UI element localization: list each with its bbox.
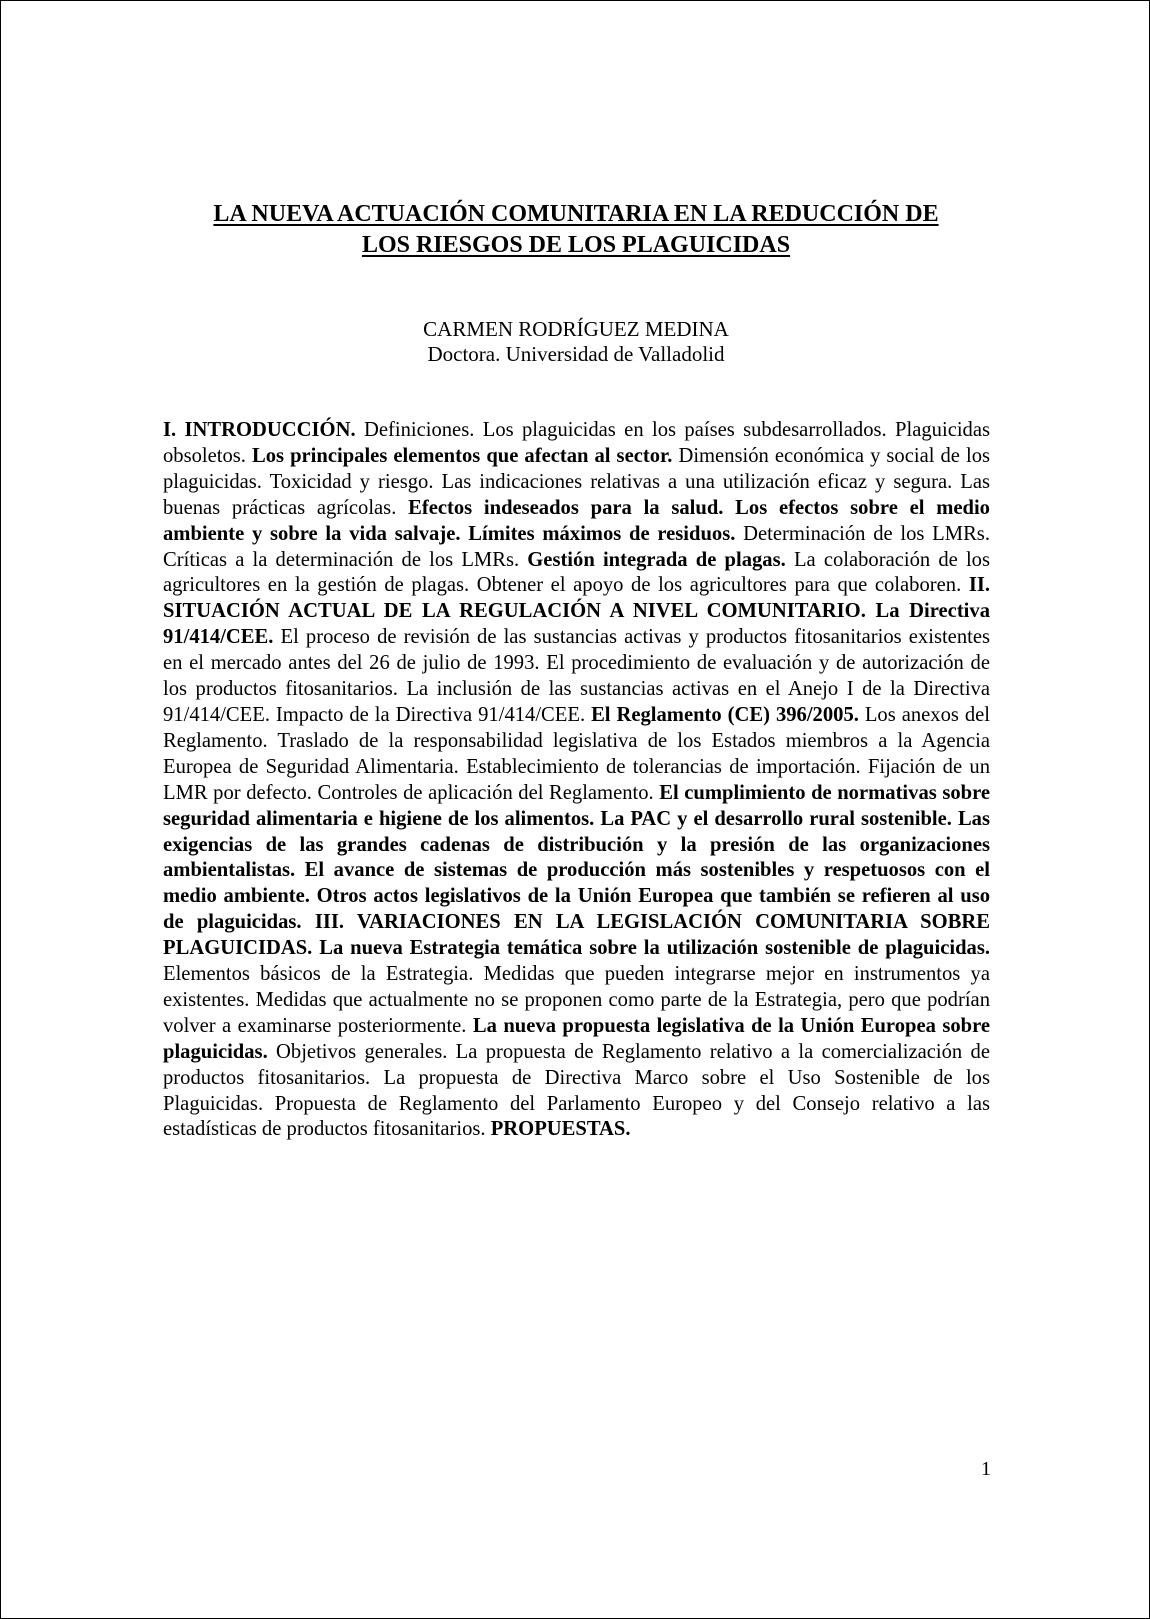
summary-segment: Definiciones. Los plaguicidas en los países subdesarrollados. Plaguicidas obsoletos. [163,419,991,467]
summary-paragraph [163,418,990,1143]
summary-segment: Objetivos generales. La propuesta de Reglamento relativo a la comercialización de productos fitosanitarios. La propuesta de Directiva Marco sobre el Uso Sostenible de los Plaguicidas. Propuesta de Reglamento del Parlamento Europeo y del Consejo relativo a las estadísticas de productos fitosanitarios. [163,1040,990,1141]
document-title [141,199,1011,261]
summary-segment: PROPUESTAS. [490,1118,631,1141]
title-line-1: LA NUEVA ACTUACIÓN COMUNITARIA EN LA REDUCCIÓN DE [213,201,939,227]
summary-segment: Determinación de los LMRs. Críticas a la determinación de los LMRs. [163,522,990,571]
author-affiliation: Doctora. Universidad de Valladolid [427,342,725,366]
summary-segment: Dimensión económica y social de los plaguicidas. Toxicidad y riesgo. Las indicaciones relativas a una utilización eficaz y segura. Las buenas prácticas agrícolas. [163,444,991,519]
summary-segment: Los anexos del Reglamento. Traslado de la responsabilidad legislativa de los Estados miembros a la Agencia Europea de Seguridad Alimentaria. Establecimiento de tolerancias de importación. Fijación de un LMR por defecto. Controles de aplicación del Reglamento. [163,703,990,804]
summary-segment: Los principales elementos que afectan al sector. [252,444,673,467]
author-block [141,317,1011,367]
summary-segment: La colaboración de los agricultores en la gestión de plagas. Obtener el apoyo de los agricultores para que colaboren. [163,548,990,597]
summary-segment: I. INTRODUCCIÓN. [163,419,356,441]
summary-segment: Efectos indeseados para la salud. Los efectos sobre el medio ambiente y sobre la vida salvaje. Límites máximos de residuos. [163,496,990,545]
page-number: 1 [981,1458,991,1480]
summary-segment: II. SITUACIÓN ACTUAL DE LA REGULACIÓN A NIVEL COMUNITARIO. La Directiva 91/414/CEE. [163,574,990,649]
author-name: CARMEN RODRÍGUEZ MEDINA [423,317,729,341]
summary-segment: Elementos básicos de la Estrategia. Medidas que pueden integrarse mejor en instrumentos ya existentes. Medidas que actualmente no se proponen como parte de la Estrategia, pero que podrían volver a examinarse posteriormente. [163,963,990,1037]
summary-segment: El proceso de revisión de las sustancias activas y productos fitosanitarios existentes en el mercado antes del 26 de julio de 1993. El procedimiento de evaluación y de autorización de los productos fitosanitarios. La inclusión de las sustancias activas en el Anejo I de la Directiva 91/414/CEE. Impacto de la Directiva 91/414/CEE. [163,626,990,726]
summary-segment: Gestión integrada de plagas. [527,548,786,571]
title-line-2: LOS RIESGOS DE LOS PLAGUICIDAS [361,232,791,258]
summary-segment: La nueva propuesta legislativa de la Unión Europea sobre plaguicidas. [163,1014,990,1063]
summary-segment: El Reglamento (CE) 396/2005. [591,703,859,726]
summary-segment: El cumplimiento de normativas sobre seguridad alimentaria e higiene de los alimentos. La PAC y el desarrollo rural sostenible. Las exigencias de las grandes cadenas de distribución y la presión de las organizaciones ambientalistas. El avance de sistemas de producción más sostenibles y respetuosos con el medio ambiente. Otros actos legislativos de la Unión Europea que también se refieren al uso de plaguicidas. III. VARIACIONES EN LA LEGISLACIÓN COMUNITARIA SOBRE PLAGUICIDAS. La nueva Estrategia temática sobre la utilización sostenible de plaguicidas. [163,781,990,960]
